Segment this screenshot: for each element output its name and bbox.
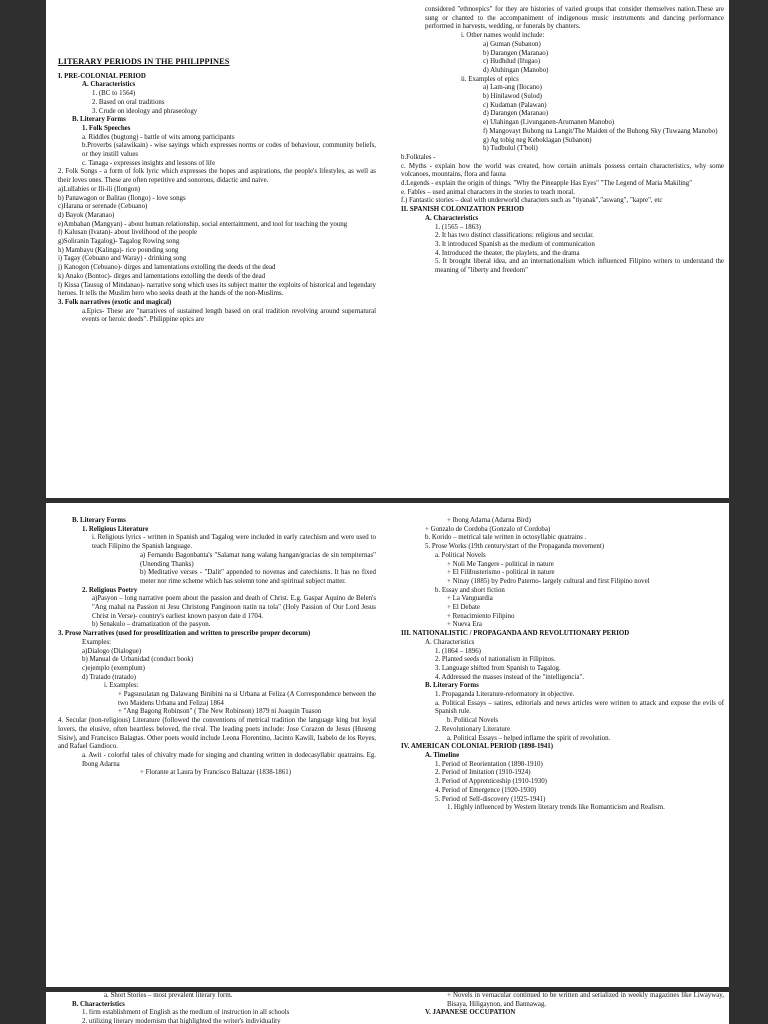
document-line: e) Ulahingan (Livunganen-Arumanen Manobo) — [483, 119, 615, 127]
document-line: i. Other names would include: — [461, 32, 545, 40]
document-line: b) Manual de Urbanidad (conduct book) — [82, 656, 194, 664]
document-line: 5. Prose Works (19th century/start of the Propaganda movement) — [425, 543, 605, 551]
document-line: + Renacimiento Filipino — [447, 612, 515, 620]
document-line: 2. Revolutionary Literature — [435, 725, 511, 733]
document-line: c) Hudhdud (Ifugao) — [483, 58, 541, 66]
document-line: 1. Period of Reorientation (1898-1910) — [435, 760, 543, 768]
document-line: i) Tagay (Cebuano and Waray) - drinking song — [58, 255, 187, 263]
document-line: b. Essay and short fiction — [435, 586, 505, 594]
document-line: a)Pasyon – long narrative poem about the passion and death of Christ. E.g. Gaspar Aquino de Belen's "Ang mahal na Passion ni Jesu Christong Panginoon natin na tola" (Holy Passion of Our Lord Jesus Christ in Verse)- country's earliest known pasyon date d 1704. — [92, 595, 376, 620]
document-line: A. Characteristics — [425, 638, 475, 646]
document-line: 5. Period of Self-discovery (1925-1941) — [435, 795, 546, 803]
document-line: 3. Prose Narratives (used for proselitization and written to prescribe proper decorum) — [58, 630, 311, 638]
document-line: b) Hinilawod (Sulod) — [483, 93, 542, 101]
document-line: I. PRE-COLONIAL PERIOD — [58, 72, 146, 80]
document-line: a. Political Essays – helped inflame the spirit of revolution. — [447, 734, 611, 742]
document-line: 1. firm establishment of English as the medium of instruction in all schools — [82, 1009, 290, 1017]
document-line: 1. Folk Speeches — [82, 124, 131, 132]
document-line: f) Mangovayt Buhong na Langit/The Maiden of the Buhong Sky (Tuwaang Manobo) — [483, 127, 718, 135]
document-line: d) Tratado (tratado) — [82, 673, 136, 681]
document-line: d.Legends - explain the origin of things. "Why the Pineapple Has Eyes" "The Legend of Maria Makiling" — [401, 180, 693, 188]
document-line: b) Senakulo – dramatization of the pasyon. — [92, 621, 211, 629]
document-line: 3. Language shifted from Spanish to Tagalog. — [435, 664, 561, 672]
document-line: B. Literary Forms — [425, 682, 479, 690]
document-line: a. Short Stories – most prevalent literary form. — [104, 992, 233, 999]
document-line: a. Riddles (bugtong) - battle of wits among participants — [82, 133, 235, 141]
document-line: e. Fables – used animal characters in the stories to teach moral. — [401, 188, 575, 196]
document-line: 1. (1864 – 1896) — [435, 647, 481, 655]
document-line: a)Lullabies or Ili-ili (Ilongon) — [58, 185, 141, 193]
document-line: + Nueva Era — [447, 621, 482, 629]
document-line: B. Characteristics — [72, 1000, 125, 1008]
document-line: A. Timeline — [425, 751, 460, 759]
document-line: 2. It has two distinct classifications: religious and secular. — [435, 232, 594, 240]
document-line: 1. Propaganda Literature-reformatory in objective. — [435, 691, 575, 699]
page-2-left-column — [58, 517, 376, 778]
document-line: f) Kalusan (Ivatan)- about livelihood of the people — [58, 229, 198, 237]
document-line: 3. Folk narratives (exotic and magical) — [58, 298, 172, 306]
document-line: B. Literary Forms — [72, 116, 126, 124]
document-line: b. Political Novels — [447, 717, 499, 725]
document-line: k) Anako (Bontoc)- dirges and lamentations extolling the deeds of the dead — [58, 272, 266, 280]
document-line: i. Religious lyrics - written in Spanish and Tagalog were included in early catechism and were used to teach Filipino the Spanish language. — [92, 534, 376, 551]
document-line: 1. (1565 – 1863) — [435, 223, 481, 231]
document-line: l) Kissa (Tausug of Mindanao)- narrative song which uses its subject matter the exploits of historical and legendary heroes. It tells the Muslim hero who seeks death at the hands of the non-Muslims. — [58, 281, 376, 298]
document-line: 2. Religious Poetry — [82, 586, 138, 594]
document-line: + La Vanguardia — [447, 595, 493, 603]
document-line: b. Korido – metrical tale written in octosyllabic quatrains . — [425, 534, 587, 542]
document-line: A. Characteristics — [82, 81, 136, 89]
document-line: ii. Examples of epics — [461, 75, 519, 83]
document-line: III. NATIONALISTIC / PROPAGANDA AND REVOLUTIONARY PERIOD — [401, 630, 630, 638]
document-line: i. Examples: — [104, 682, 139, 690]
document-line: j) Kanogon (Cebuano)- dirges and lamentations extolling the deeds of the dead — [58, 264, 276, 272]
document-line: 3. Period of Apprenticeship (1910-1930) — [435, 778, 547, 786]
document-line: d) Bayok (Maranao) — [58, 211, 115, 219]
document-line: b.Folktales - — [401, 153, 436, 161]
document-line: d) Darangen (Maranao) — [483, 110, 549, 118]
document-line: considered "ethnoepics" for they are histories of varied groups that consider themselves nation.These are sung or chanted to the accompaniment of indigenous music instruments and dancing performance performed in harvests, wedding, or funerals by chanters. — [425, 6, 724, 31]
document-line: c)Harana or serenade (Cebuano) — [58, 203, 148, 211]
document-line: + Ninay (1885) by Pedro Paterno- largely cultural and first Filipino novel — [447, 577, 650, 585]
document-line: a.Epics- These are "narratives of sustained length based on oral tradition revolving around supernatural events or heroic deeds". Philippine epics are — [82, 307, 376, 324]
document-line: c. Myths - explain how the world was created, how certain animals possess certain characteristics, why some volcanoes, mountains, flora and fauna — [401, 162, 724, 179]
page-1-right-column — [401, 6, 724, 276]
document-line: + Noli Me Tangere - political in nature — [447, 560, 554, 568]
document-line: d) Aluhingan (Manobo) — [483, 66, 549, 74]
document-line: e)Ambahan (Mangyan) - about human relationship, social entertainment, and tool for teaching the young — [58, 220, 348, 228]
document-line: a) Guman (Subanon) — [483, 40, 541, 48]
document-line: 3. It introduced Spanish as the medium of communication — [435, 240, 595, 248]
document-line: B. Literary Forms — [72, 517, 126, 524]
document-line: Examples: — [82, 638, 112, 646]
document-line: + Florante at Laura by Francisco Baltazar (1838-1861) — [140, 769, 292, 777]
document-line: 4. Secular (non-religious) Literature (followed the conventions of metrical tradition the language king but loyal lovers, the elusive, often heartless beloved, the rival. The leading poets include: Jose Corazon de Jesus (Huseng Sisiw), and Francisco Balagtas. Other poets would include Leona Florentino, Jacinto Kawili, Isabelo de los Reyes, and Rafael Gandioco. — [58, 717, 376, 751]
document-line: 5. It brought liberal idea, and an internationalism which influenced Filipino writers to understand the meaning of "liberty and freedom" — [435, 258, 724, 275]
document-line: IV. AMERICAN COLONIAL PERIOD (1898-1941) — [401, 743, 554, 751]
document-page-3 — [46, 992, 729, 1024]
page-2-right-column — [401, 517, 724, 813]
page-1-left-column — [58, 58, 376, 325]
document-line: f.) Fantastic stories – deal with underworld characters such as "tiyanak","aswang", "kapre", etc — [401, 197, 663, 205]
document-line: c. Tanaga - expresses insights and lessons of life — [82, 159, 216, 167]
document-line: + "Ang Bagong Robinson" ( The New Robinson) 1879 ni Joaquin Tuason — [118, 708, 322, 716]
document-line: 2. Folk Songs - a form of folk lyric which expresses the hopes and aspirations, the people's lifestyles, as well as their loves ones. These are often repetitive and sonorous, didactic and naive. — [58, 168, 376, 185]
document-page-2 — [46, 503, 729, 987]
document-line: b) Meditative verses - "Dalit" appended to novenas and catechisms. It has no fixed meter nor rime scheme which has solemn tone and spiritual subject matter. — [140, 569, 376, 585]
document-page-1 — [46, 0, 729, 498]
document-line: g)Soliranin Tagalog)- Tagalog Rowing song — [58, 238, 180, 246]
document-line: h) Tudbulul (T'boli) — [483, 145, 538, 153]
document-line: A. Characteristics — [425, 214, 479, 222]
document-line: b) Panawagon or Balitao (Ilongo) - love songs — [58, 194, 186, 202]
document-line: + Novels in vernacular continued to be written and serialized in weekly magazines like Liwayway, Bisaya, Hiligaynon, and Bannawag. — [447, 992, 724, 1008]
document-line: a. Political Essays – satires, editorials and news articles were written to attack and expose the evils of Spanish rule. — [435, 699, 724, 716]
document-line: 1. Highly influenced by Western literary trends like Romanticism and Realism. — [447, 804, 665, 812]
document-line: + Ibong Adarna (Adarna Bird) — [447, 517, 531, 524]
document-line: a. Political Novels — [435, 551, 486, 559]
document-line: 4. Period of Emergence (1920-1930) — [435, 786, 537, 794]
document-line: h) Mambayu (Kalinga)- rice pounding song — [58, 246, 179, 254]
document-line: 1. Religious Literature — [82, 525, 149, 533]
document-line: 2. Period of Imitation (1910-1924) — [435, 769, 531, 777]
document-line: II. SPANISH COLONIZATION PERIOD — [401, 206, 525, 214]
document-line: 1. (BC to 1564) — [92, 90, 136, 98]
page-3-left-column — [58, 992, 376, 1024]
document-line: g) Ag tobig neg Keboklagan (Subanon) — [483, 136, 592, 144]
document-line: 2. utilizing literary modernism that highlighted the writer's individuality — [82, 1018, 281, 1024]
document-line: 2. Planted seeds of nationalism in Filipinos. — [435, 656, 556, 664]
document-line: c)ejemplo (exemplum) — [82, 664, 145, 672]
page-3-right-column — [401, 992, 724, 1018]
document-line: LITERARY PERIODS IN THE PHILIPPINES — [58, 58, 230, 66]
document-line: + Pagsusulatan ng Dalawang Binibini na si Urbana at Feliza (A Correspondence between the two Maidens Urbana and Feliza) 1864 — [118, 691, 376, 707]
document-line: a) Fernando Bagonbanta's "Salamat nang walang hangan/gracias de sin tempiternas" (Unending Thanks) — [140, 551, 376, 568]
document-line: + Gonzalo de Cordoba (Gonzalo of Cordoba) — [425, 525, 551, 533]
document-line: + El Debate — [447, 604, 480, 612]
document-line: V. JAPANESE OCCUPATION — [425, 1009, 516, 1017]
document-line: 3. Crude on ideology and phraseology — [92, 107, 198, 115]
document-line: 4. Addressed the masses instead of the "intelligencia". — [435, 673, 584, 681]
document-line: a)Dialogo (Dialogue) — [82, 647, 142, 655]
document-line: 4. Introduced the theater, the playlets, and the drama — [435, 249, 580, 257]
document-line: 2. Based on oral traditions — [92, 98, 165, 106]
document-line: a. Awit - colorful tales of chivalry made for singing and chanting written in dodecasyllabic quatrains. Eg. Ibong Adarna — [82, 751, 376, 768]
document-line: b.Proverbs (salawikain) - wise sayings which expresses norms or codes of behaviour, community beliefs, or they instill values — [82, 142, 376, 159]
document-line: + El Filibusterismo - political in nature — [447, 569, 555, 577]
document-line: b) Darangen (Maranao) — [483, 49, 549, 57]
document-line: c) Kudaman (Palawan) — [483, 101, 547, 109]
document-line: a) Lam-ang (Ilocano) — [483, 84, 542, 92]
